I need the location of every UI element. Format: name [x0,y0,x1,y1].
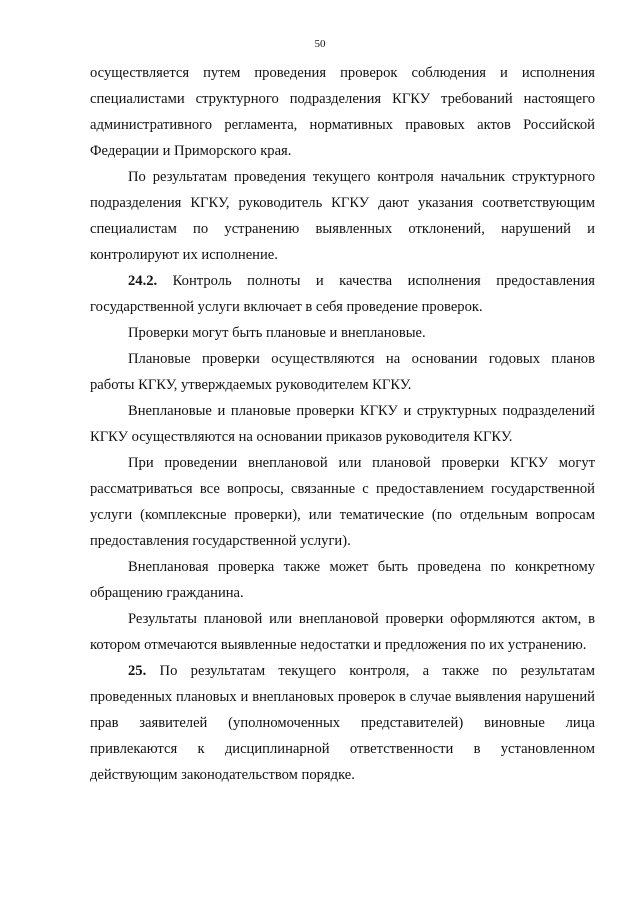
paragraph [90,450,595,554]
paragraph [90,346,595,398]
document-body [90,60,595,788]
paragraph-text: Плановые проверки осуществляются на основании годовых планов работы КГКУ, утверждаемых руководителем КГКУ. [90,351,595,393]
page-number: 50 [314,38,326,50]
paragraph-text: При проведении внеплановой или плановой проверки КГКУ могут рассматриваться все вопросы, связанные с предоставлением государственной услуги (комплексные проверки), или тематические (по отдельным вопросам предоставления государственной услуги). [90,455,595,549]
paragraph [90,554,595,606]
paragraph [90,606,595,658]
paragraph-text: По результатам текущего контроля, а также по результатам проведенных плановых и внеплановых проверок в случае выявления нарушений прав заявителей (уполномоченных представителей) виновные лица привлекаются к дисциплинарной ответственности в установленном действующим законодательством порядке. [90,663,595,783]
paragraph-continuation [90,60,595,164]
paragraph-text: Результаты плановой или внеплановой проверки оформляются актом, в котором отмечаются выявленные недостатки и предложения по их устранению. [90,611,595,653]
paragraph-text: Внеплановая проверка также может быть проведена по конкретному обращению гражданина. [90,559,595,601]
paragraph [90,320,595,346]
numbered-paragraph [90,268,595,320]
paragraph-text: По результатам проведения текущего контроля начальник структурного подразделения КГКУ, руководитель КГКУ дают указания соответствующим специалистам по устранению выявленных отклонений, нарушений и контролируют их исполнение. [90,169,595,263]
paragraph-text: Внеплановые и плановые проверки КГКУ и структурных подразделений КГКУ осуществляются на основании приказов руководителя КГКУ. [90,403,595,445]
paragraph-text: Контроль полноты и качества исполнения предоставления государственной услуги включает в себя проведение проверок. [90,273,595,315]
paragraph-text: осуществляется путем проведения проверок соблюдения и исполнения специалистами структурного подразделения КГКУ требований настоящего административного регламента, нормативных правовых актов Российской Федерации и Приморского края. [90,65,595,159]
numbered-paragraph [90,658,595,788]
paragraph [90,398,595,450]
paragraph-text: Проверки могут быть плановые и внеплановые. [128,325,426,341]
paragraph [90,164,595,268]
clause-number: 25. [128,663,147,679]
clause-number: 24.2. [128,273,158,289]
